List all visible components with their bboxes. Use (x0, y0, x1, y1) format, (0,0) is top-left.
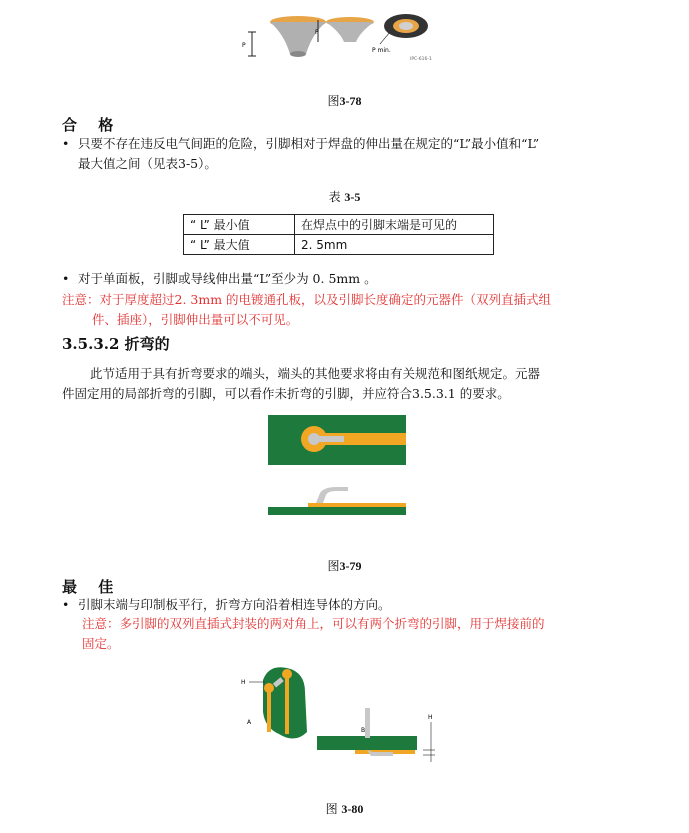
table-cell-value: 2. 5mm (295, 235, 494, 255)
svg-text:P: P (242, 42, 246, 49)
heading-best: 最 佳 (62, 578, 122, 596)
svg-text:P min.: P min. (372, 47, 391, 54)
svg-text:B: B (361, 727, 366, 734)
figure-3-78 (240, 10, 450, 68)
accept-bullet: • 只要不存在违反电气间距的危险，引脚相对于焊盘的伸出量在规定的“L”最小值和“L” 最大值之间（见表3-5）。 (62, 136, 540, 171)
best-bullet: • 引脚末端与印制板平行，折弯方向沿着相连导体的方向。 (62, 597, 391, 612)
table-cell-label: “ L” 最小值 (184, 215, 295, 235)
heading-bent: 3.5.3.2 折弯的 (62, 335, 170, 353)
figure-3-80-caption: 图 3-80 (325, 802, 364, 816)
svg-text:A: A (247, 719, 252, 726)
figure-3-79 (268, 415, 408, 520)
heading-accept: 合 格 (62, 116, 122, 134)
svg-text:P: P (315, 29, 319, 36)
bent-paragraph: 此节适用于具有折弯要求的端头，端头的其他要求将由有关规范和图纸规定。元器 件固定用的局部折弯的引脚，可以看作未折弯的引脚，并应符合3.5.3.1 的要求。 (62, 366, 541, 401)
svg-text:H: H (428, 714, 433, 721)
table-row (184, 235, 494, 255)
svg-text:IPC-616-1: IPC-616-1 (410, 57, 432, 62)
table-row (184, 215, 494, 235)
figure-3-80 (235, 662, 445, 772)
note-thickness: 注意：对于厚度超过2. 3mm 的电镀通孔板，以及引脚长度确定的元器件（双列直插式组 件、插座），引脚伸出量可以不可见。 (62, 292, 552, 327)
svg-text:H: H (241, 679, 246, 686)
table-3-5-caption: 表 3-5 (328, 190, 361, 204)
table-cell-value: 在焊点中的引脚末端是可见的 (295, 215, 494, 235)
figure-3-79-caption: 图3-79 (327, 559, 362, 573)
table-cell-label: “ L” 最大值 (184, 235, 295, 255)
note-dip: 注意：多引脚的双列直插式封装的两对角上，可以有两个折弯的引脚，用于焊接前的 固定。 (82, 616, 545, 651)
figure-3-78-caption: 图3-78 (327, 94, 362, 108)
table-3-5 (183, 214, 494, 255)
single-sided-bullet: • 对于单面板，引脚或导线伸出量“L”至少为 0. 5mm 。 (62, 271, 377, 286)
